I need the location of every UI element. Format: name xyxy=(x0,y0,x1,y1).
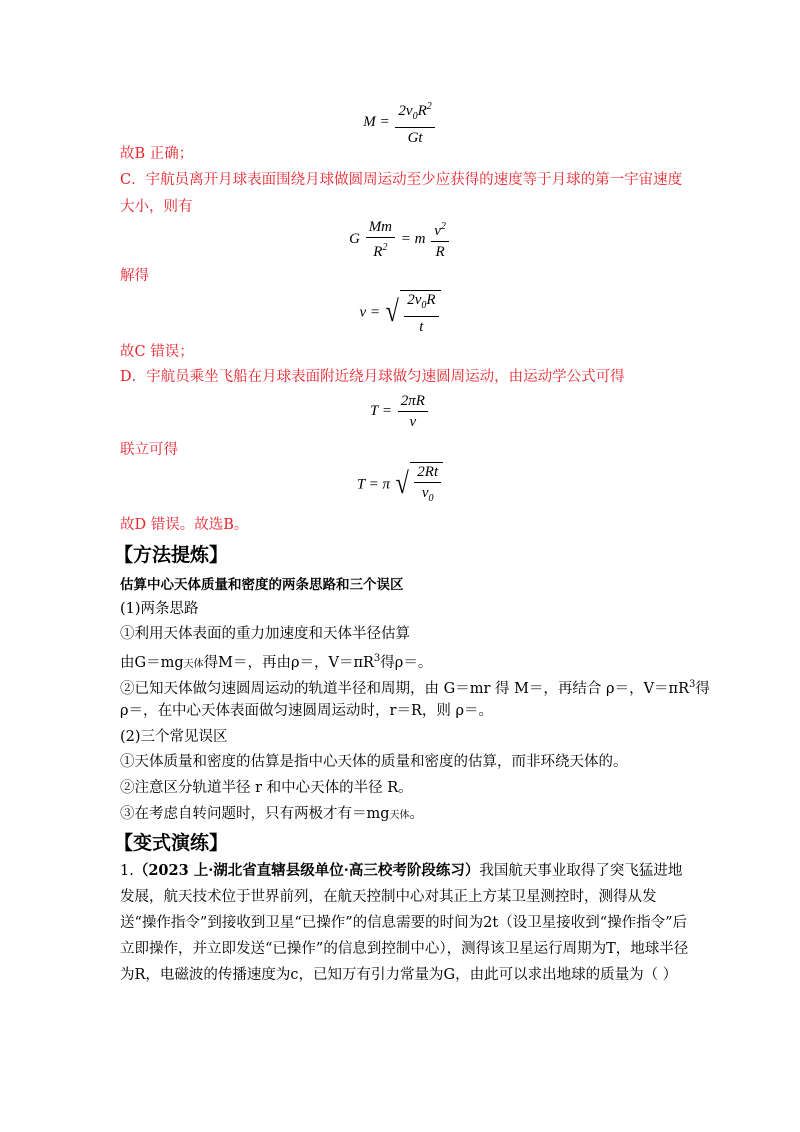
fraction-denominator: Gt xyxy=(407,130,423,146)
fraction xyxy=(398,392,428,431)
sqrt-sign: √ $\frac{2Rt}{v_0}$ xyxy=(394,462,443,508)
line-option-d: D．宇航员乘坐飞船在月球表面附近绕月球做匀速圆周运动，由运动学公式可得 xyxy=(120,369,625,385)
fraction-numerator: Mm xyxy=(366,218,395,238)
para-idea-2: ②已知天体做匀速圆周运动的轨道半径和周期，由 G＝mr 得 M＝，再结合 ρ＝，$V=\pi R^3$得 xyxy=(120,679,710,697)
fraction-numerator: $v^2$ xyxy=(431,218,449,242)
heading-method: 【方法提炼】 xyxy=(114,544,229,566)
para-three-mistakes: (2)三个常见误区 xyxy=(120,729,228,745)
formula-mass-lhs: M = xyxy=(363,113,390,130)
para-idea-1: ①利用天体表面的重力加速度和天体半径估算 xyxy=(120,626,410,642)
line-d-wrong: 故D 错误。故选B。 xyxy=(120,517,249,533)
fraction-denominator: $v_0$ xyxy=(421,485,434,504)
sqrt-sign: √ $\frac{2v_0R}{t}$ xyxy=(384,290,441,336)
fraction-numerator: 2πR xyxy=(398,392,428,412)
para-two-ideas: (1)两条思路 xyxy=(120,601,199,617)
para-idea-2-cont: ρ＝，在中心天体表面做匀速圆周运动时，r＝R，则 ρ＝。 xyxy=(120,703,494,719)
formula-velocity xyxy=(0,290,800,336)
heading-variant: 【变式演练】 xyxy=(114,832,229,854)
question-source: （2023 上·湖北省直辖县级单位·高三校考阶段练习） xyxy=(133,862,480,879)
fraction xyxy=(431,218,449,261)
formula-period xyxy=(0,392,800,431)
fraction-numerator: $2v_0R$ xyxy=(404,291,438,317)
fraction xyxy=(395,98,434,147)
formula-period-result-lhs: T = π xyxy=(356,476,391,493)
line-option-c: C．宇航员离开月球表面围绕月球做圆周运动至少应获得的速度等于月球的第一宇宙速度大小，则有 xyxy=(120,172,683,215)
fraction xyxy=(404,291,438,336)
formula-mass xyxy=(0,98,800,147)
para-mistake-2: ②注意区分轨道半径 r 和中心天体的半径 R。 xyxy=(120,780,413,796)
fraction-denominator: $R^2$ xyxy=(373,242,388,260)
formula-gravity-g: G xyxy=(349,230,360,247)
line-c-wrong: 故C 错误； xyxy=(120,344,194,360)
fraction-denominator: t xyxy=(419,319,424,335)
para-mistake-1: ①天体质量和密度的估算是指中心天体的质量和密度的估算，而非环绕天体的。 xyxy=(120,754,628,770)
line-jiede: 解得 xyxy=(120,268,149,284)
para-idea-1-detail: 由G＝mg天体得M＝，再由ρ＝，$V=\pi R^3$得ρ＝。 xyxy=(120,653,433,671)
question-1 xyxy=(120,858,690,988)
question-number: 1. xyxy=(120,863,134,879)
formula-gravity-eq: = m xyxy=(400,230,426,247)
para-mistake-3: ③在考虑自转问题时，只有两极才有＝mg天体。 xyxy=(120,806,425,822)
formula-gravity xyxy=(0,218,800,261)
fraction-denominator: R xyxy=(435,244,445,260)
line-b-correct: 故B 正确； xyxy=(120,146,194,162)
line-lianli: 联立可得 xyxy=(120,442,178,458)
formula-velocity-lhs: v = xyxy=(359,304,380,321)
fraction xyxy=(366,218,395,261)
fraction-numerator: $2v_0R^2$ xyxy=(395,98,434,128)
fraction-denominator: v xyxy=(409,414,417,430)
fraction-numerator: 2Rt xyxy=(414,463,441,483)
subheading-two-ideas: 估算中心天体质量和密度的两条思路和三个误区 xyxy=(120,577,404,593)
fraction xyxy=(414,463,441,508)
question-text: 我国航天事业取得了突飞猛进地发展，航天技术位于世界前列，在航天控制中心对其正上方某卫星测控时，测得从发送“操作指令”到接收到卫星“已操作”的信息需要的时间为2t（设卫星接收到“操作指令”后立即操作，并立即发送“已操作”的信息到控制中心），测得该卫星运行周期为T，地球半径为R，电磁波的传播速度为c，已知万有引力常量为G，由此可以求出地球的质量为（ ） xyxy=(120,863,689,983)
formula-period-lhs: T = xyxy=(370,402,392,419)
formula-period-result xyxy=(0,462,800,508)
